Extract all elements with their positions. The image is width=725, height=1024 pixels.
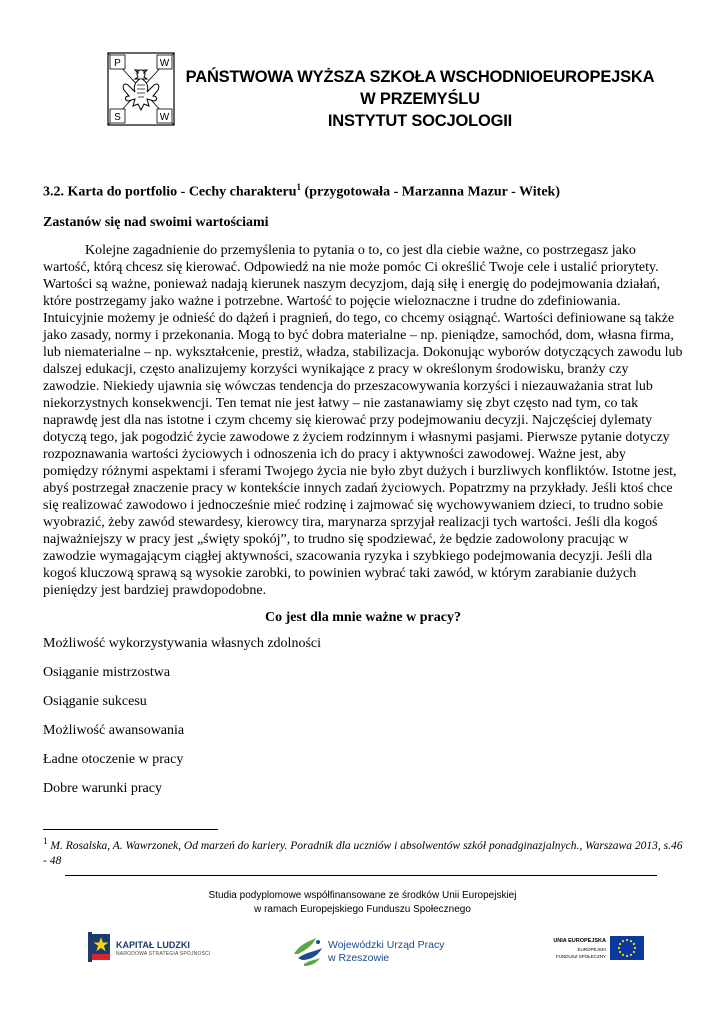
list-item: Możliwość wykorzystywania własnych zdolności (43, 635, 321, 651)
footer-line-2: w ramach Europejskiego Funduszu Społecznego (254, 904, 471, 915)
footer-separator (65, 875, 657, 876)
efs-label-line-1: EUROPEJSKI (577, 947, 606, 952)
body-paragraph-text: Kolejne zagadnienie do przemyślenia to pytania o to, co jest dla ciebie ważne, co postrzegasz jako wartość, którą chcesz się kierować. Odpowiedź na nie może pomóc Ci określić Twoje cele i ustalić priorytety. Wartości są ważne, ponieważ nadają kierunek naszym decyzjom, dają siłę i energię do podejmowania działań, które postrzegamy jako ważne i potrzebne. Wartość to pojęcie wieloznaczne i trudne do zdefiniowania. Intuicyjnie możemy je odnieść do dążeń i pragnień, do tego, co chcemy osiągnąć. Wartości definiowane są także jako zasady, normy i przekonania. Mogą to być dobra materialne – np. pieniądze, samochód, dom, własna firma, lub niematerialne – np. wykształcenie, prestiż, władza, stabilizacja. Dokonując wyborów dotyczących zawodu lub dalszej edukacji, często analizujemy korzyści wynikające z pracy w określonym środowisku, branży czy zawodzie. Niekiedy ujawnia się wówczas tendencja do przeszacowywania korzyści i niezauważania strat lub niekorzystnych konsekwencji. Ten temat nie jest łatwy – nie zastanawiamy się zbyt często nad tym, co tak naprawdę jest dla nas istotne i czym chcemy się kierować przy podejmowaniu decyzji. Najczęściej dylematy dotyczą tego, jak pogodzić życie zawodowe z życiem rodzinnym i własnymi pasjami. Pierwsze pytanie dotyczy rozpoznawania wartości życiowych i odnoszenia ich do pracy i aktywności zawodowej. Ważne jest, aby pomiędzy różnymi aspektami i sferami Twojego życia nie było zbyt dużych i burzliwych konfliktów. Istotne jest, abyś postrzegał znaczenie pracy w kontekście innych zadań życiowych. Popatrzmy na przykłady. Jeśli ktoś chce się realizować zawodowo i jednocześnie mieć rodzinę i zajmować się wychowywaniem dzieci, to trudno sobie wyobrazić, żeby zawód stewardesy, kierowcy tira, marynarza sprzyjał realizacji tych wartości. Jeśli dla kogoś najważniejszy w pracy jest „święty spokój”, to trudno się spodziewać, że będzie zadowolony pracując w zawodzie wymagającym ciągłej aktywności, szacowania ryzyka i szybkiego podejmowania decyzji. Jeśli dla kogoś kluczową sprawą są wysokie zarobki, to powinien wybrać taki zawód, w którym zarabianie dużych pieniędzy jest bardziej prawdopodobne. (43, 242, 683, 598)
pwsw-eagle-logo-icon (107, 52, 175, 126)
footer-funding-note (0, 889, 725, 917)
eu-label: UNIA EUROPEJSKA (553, 938, 606, 944)
footer-line-1: Studia podyplomowe współfinansowane ze środków Unii Europejskiej (208, 890, 517, 901)
values-list (43, 635, 683, 798)
wup-rzeszow-logo (290, 934, 460, 968)
wup-name-line-1: Wojewódzki Urząd Pracy (328, 939, 445, 951)
efs-label-line-2: FUNDUSZ SPOŁECZNY (555, 954, 606, 959)
footnote-text: M. Rosalska, A. Wawrzonek, Od marzeń do kariery. Poradnik dla uczniów i absolwentów szkół ponadginazjalnych., Warszawa 2013, s.46 - 48 (43, 839, 683, 867)
section-subheading: Zastanów się nad swoimi wartościami (43, 214, 269, 230)
institution-name (185, 66, 655, 132)
wup-bird-icon (290, 934, 326, 968)
institution-line-1: PAŃSTWOWA WYŻSZA SZKOŁA WSCHODNIOEUROPEJSKA (185, 68, 655, 86)
logo-letter-p: P (114, 58, 121, 69)
list-item: Ładne otoczenie w pracy (43, 751, 184, 767)
footer-logos (0, 928, 725, 978)
list-item: Osiąganie mistrzostwa (43, 664, 171, 680)
kapital-ludzki-subtitle: NARODOWA STRATEGIA SPÓJNOŚCI (116, 951, 211, 957)
wup-name-line-2: w Rzeszowie (328, 952, 390, 964)
section-title (43, 178, 683, 202)
footnote-separator (43, 829, 218, 830)
kapital-ludzki-logo (88, 928, 218, 968)
section-title-author: (przygotowała - Marzanna Mazur - Witek) (301, 184, 560, 200)
footnote-reference: 1 (296, 182, 302, 192)
logo-letter-w2: W (159, 112, 170, 123)
question-heading: Co jest dla mnie ważne w pracy? (265, 609, 461, 625)
footnote-number: 1 (43, 836, 48, 846)
list-item: Dobre warunki pracy (43, 780, 162, 796)
eu-efs-logo (548, 936, 648, 966)
kapital-ludzki-title: KAPITAŁ LUDZKI (116, 940, 190, 950)
list-item: Osiąganie sukcesu (43, 693, 147, 709)
body-paragraph (43, 242, 683, 599)
logo-letter-s: S (114, 112, 121, 123)
section-title-main: 3.2. Karta do portfolio - Cechy charakteru (43, 184, 297, 200)
footnote (43, 834, 683, 869)
list-item: Możliwość awansowania (43, 722, 185, 738)
document-header (0, 52, 725, 152)
kapital-ludzki-icon (88, 928, 114, 966)
institution-line-2: W PRZEMYŚLU (360, 90, 480, 108)
institution-line-3: INSTYTUT SOCJOLOGII (327, 112, 513, 130)
document-content (43, 178, 683, 798)
eu-flag-icon (610, 936, 644, 960)
logo-letter-w1: W (159, 58, 170, 69)
